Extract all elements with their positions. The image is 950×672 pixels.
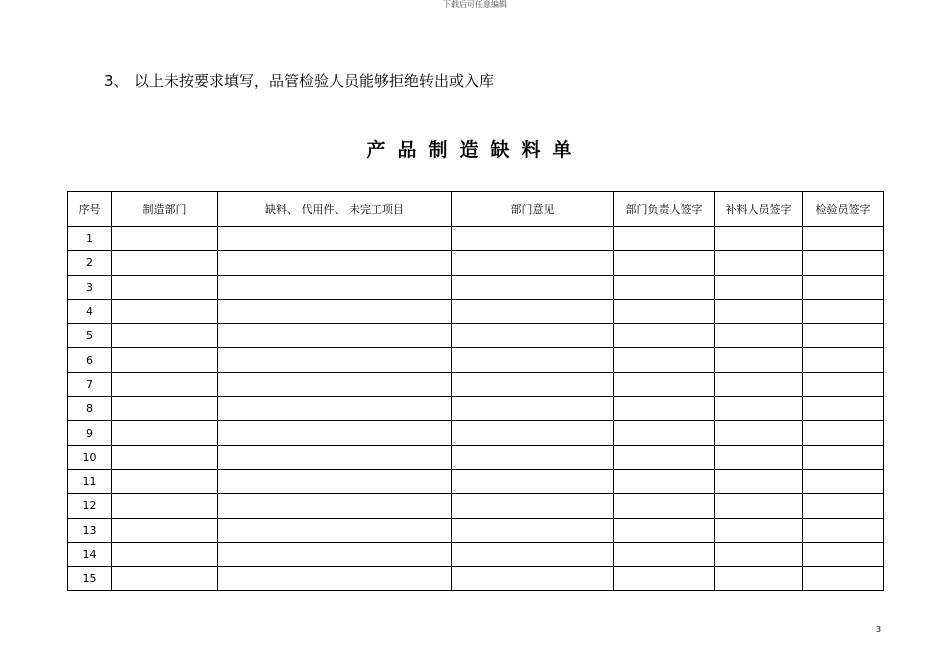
table-header-row <box>68 192 884 227</box>
inspector-signature-cell[interactable] <box>803 494 884 518</box>
header-cell-index: 序号 <box>68 192 112 227</box>
row-number-cell: 15 <box>68 567 112 591</box>
shortage-items-cell[interactable] <box>218 324 452 348</box>
table-row <box>68 372 884 396</box>
table-row <box>68 227 884 251</box>
note-line <box>104 71 494 91</box>
replenisher-signature-cell[interactable] <box>715 469 803 493</box>
inspector-signature-cell[interactable] <box>803 567 884 591</box>
table-row <box>68 542 884 566</box>
table-row <box>68 397 884 421</box>
replenisher-signature-cell[interactable] <box>715 227 803 251</box>
department-cell[interactable] <box>112 275 218 299</box>
table-row <box>68 421 884 445</box>
header-cell-manager-signature: 部门负责人签字 <box>614 192 715 227</box>
inspector-signature-cell[interactable] <box>803 251 884 275</box>
table-row <box>68 567 884 591</box>
shortage-form-table <box>67 191 884 591</box>
manager-signature-cell[interactable] <box>614 397 715 421</box>
table-row <box>68 518 884 542</box>
replenisher-signature-cell[interactable] <box>715 251 803 275</box>
manager-signature-cell[interactable] <box>614 567 715 591</box>
opinion-cell[interactable] <box>452 348 614 372</box>
replenisher-signature-cell[interactable] <box>715 299 803 323</box>
table-row <box>68 445 884 469</box>
table-row <box>68 324 884 348</box>
department-cell[interactable] <box>112 324 218 348</box>
department-cell[interactable] <box>112 469 218 493</box>
opinion-cell[interactable] <box>452 227 614 251</box>
shortage-items-cell[interactable] <box>218 275 452 299</box>
header-note: 下载后可任意编辑 <box>443 0 507 9</box>
department-cell[interactable] <box>112 251 218 275</box>
row-number-cell: 3 <box>68 275 112 299</box>
row-number-cell: 9 <box>68 421 112 445</box>
table-row <box>68 275 884 299</box>
opinion-cell[interactable] <box>452 275 614 299</box>
table-row <box>68 469 884 493</box>
header-cell-department-opinion: 部门意见 <box>452 192 614 227</box>
inspector-signature-cell[interactable] <box>803 421 884 445</box>
row-number-cell: 4 <box>68 299 112 323</box>
note-text: 以上未按要求填写，品管检验人员能够拒绝转出或入库 <box>134 72 495 90</box>
shortage-items-cell[interactable] <box>218 567 452 591</box>
opinion-cell[interactable] <box>452 299 614 323</box>
row-number-cell: 2 <box>68 251 112 275</box>
row-number-cell: 8 <box>68 397 112 421</box>
department-cell[interactable] <box>112 542 218 566</box>
manager-signature-cell[interactable] <box>614 324 715 348</box>
shortage-items-cell[interactable] <box>218 542 452 566</box>
table-row <box>68 299 884 323</box>
page-number: 3 <box>876 625 882 634</box>
shortage-items-cell[interactable] <box>218 372 452 396</box>
inspector-signature-cell[interactable] <box>803 348 884 372</box>
replenisher-signature-cell[interactable] <box>715 445 803 469</box>
department-cell[interactable] <box>112 494 218 518</box>
department-cell[interactable] <box>112 299 218 323</box>
manager-signature-cell[interactable] <box>614 299 715 323</box>
opinion-cell[interactable] <box>452 542 614 566</box>
opinion-cell[interactable] <box>452 445 614 469</box>
replenisher-signature-cell[interactable] <box>715 275 803 299</box>
opinion-cell[interactable] <box>452 518 614 542</box>
row-number-cell: 12 <box>68 494 112 518</box>
replenisher-signature-cell[interactable] <box>715 518 803 542</box>
inspector-signature-cell[interactable] <box>803 275 884 299</box>
shortage-items-cell[interactable] <box>218 397 452 421</box>
shortage-items-cell[interactable] <box>218 469 452 493</box>
inspector-signature-cell[interactable] <box>803 445 884 469</box>
header-cell-department: 制造部门 <box>112 192 218 227</box>
shortage-items-cell[interactable] <box>218 227 452 251</box>
manager-signature-cell[interactable] <box>614 469 715 493</box>
row-number-cell: 11 <box>68 469 112 493</box>
inspector-signature-cell[interactable] <box>803 397 884 421</box>
replenisher-signature-cell[interactable] <box>715 421 803 445</box>
opinion-cell[interactable] <box>452 251 614 275</box>
header-cell-shortage-items: 缺料、 代用件、 未完工项目 <box>218 192 452 227</box>
table-row <box>68 348 884 372</box>
department-cell[interactable] <box>112 227 218 251</box>
replenisher-signature-cell[interactable] <box>715 542 803 566</box>
replenisher-signature-cell[interactable] <box>715 567 803 591</box>
row-number-cell: 7 <box>68 372 112 396</box>
table-body <box>68 227 884 591</box>
department-cell[interactable] <box>112 567 218 591</box>
document-title: 产品制造缺料单 <box>366 139 584 161</box>
shortage-items-cell[interactable] <box>218 494 452 518</box>
row-number-cell: 10 <box>68 445 112 469</box>
inspector-signature-cell[interactable] <box>803 469 884 493</box>
inspector-signature-cell[interactable] <box>803 372 884 396</box>
table-row <box>68 251 884 275</box>
header-cell-inspector-signature: 检验员签字 <box>803 192 884 227</box>
shortage-items-cell[interactable] <box>218 251 452 275</box>
opinion-cell[interactable] <box>452 567 614 591</box>
department-cell[interactable] <box>112 348 218 372</box>
shortage-items-cell[interactable] <box>218 299 452 323</box>
shortage-items-cell[interactable] <box>218 518 452 542</box>
shortage-items-cell[interactable] <box>218 348 452 372</box>
row-number-cell: 14 <box>68 542 112 566</box>
opinion-cell[interactable] <box>452 469 614 493</box>
replenisher-signature-cell[interactable] <box>715 494 803 518</box>
department-cell[interactable] <box>112 518 218 542</box>
inspector-signature-cell[interactable] <box>803 299 884 323</box>
table-row <box>68 494 884 518</box>
manager-signature-cell[interactable] <box>614 251 715 275</box>
row-number-cell: 6 <box>68 348 112 372</box>
row-number-cell: 1 <box>68 227 112 251</box>
opinion-cell[interactable] <box>452 494 614 518</box>
shortage-items-cell[interactable] <box>218 421 452 445</box>
shortage-items-cell[interactable] <box>218 445 452 469</box>
manager-signature-cell[interactable] <box>614 421 715 445</box>
manager-signature-cell[interactable] <box>614 227 715 251</box>
manager-signature-cell[interactable] <box>614 518 715 542</box>
opinion-cell[interactable] <box>452 372 614 396</box>
department-cell[interactable] <box>112 445 218 469</box>
inspector-signature-cell[interactable] <box>803 227 884 251</box>
inspector-signature-cell[interactable] <box>803 542 884 566</box>
manager-signature-cell[interactable] <box>614 542 715 566</box>
replenisher-signature-cell[interactable] <box>715 348 803 372</box>
inspector-signature-cell[interactable] <box>803 324 884 348</box>
replenisher-signature-cell[interactable] <box>715 372 803 396</box>
replenisher-signature-cell[interactable] <box>715 397 803 421</box>
note-number: 3、 <box>104 72 129 90</box>
row-number-cell: 13 <box>68 518 112 542</box>
manager-signature-cell[interactable] <box>614 445 715 469</box>
replenisher-signature-cell[interactable] <box>715 324 803 348</box>
manager-signature-cell[interactable] <box>614 372 715 396</box>
manager-signature-cell[interactable] <box>614 275 715 299</box>
opinion-cell[interactable] <box>452 324 614 348</box>
opinion-cell[interactable] <box>452 421 614 445</box>
row-number-cell: 5 <box>68 324 112 348</box>
department-cell[interactable] <box>112 421 218 445</box>
header-cell-replenisher-signature: 补料人员签字 <box>715 192 803 227</box>
inspector-signature-cell[interactable] <box>803 518 884 542</box>
manager-signature-cell[interactable] <box>614 348 715 372</box>
department-cell[interactable] <box>112 397 218 421</box>
opinion-cell[interactable] <box>452 397 614 421</box>
department-cell[interactable] <box>112 372 218 396</box>
manager-signature-cell[interactable] <box>614 494 715 518</box>
